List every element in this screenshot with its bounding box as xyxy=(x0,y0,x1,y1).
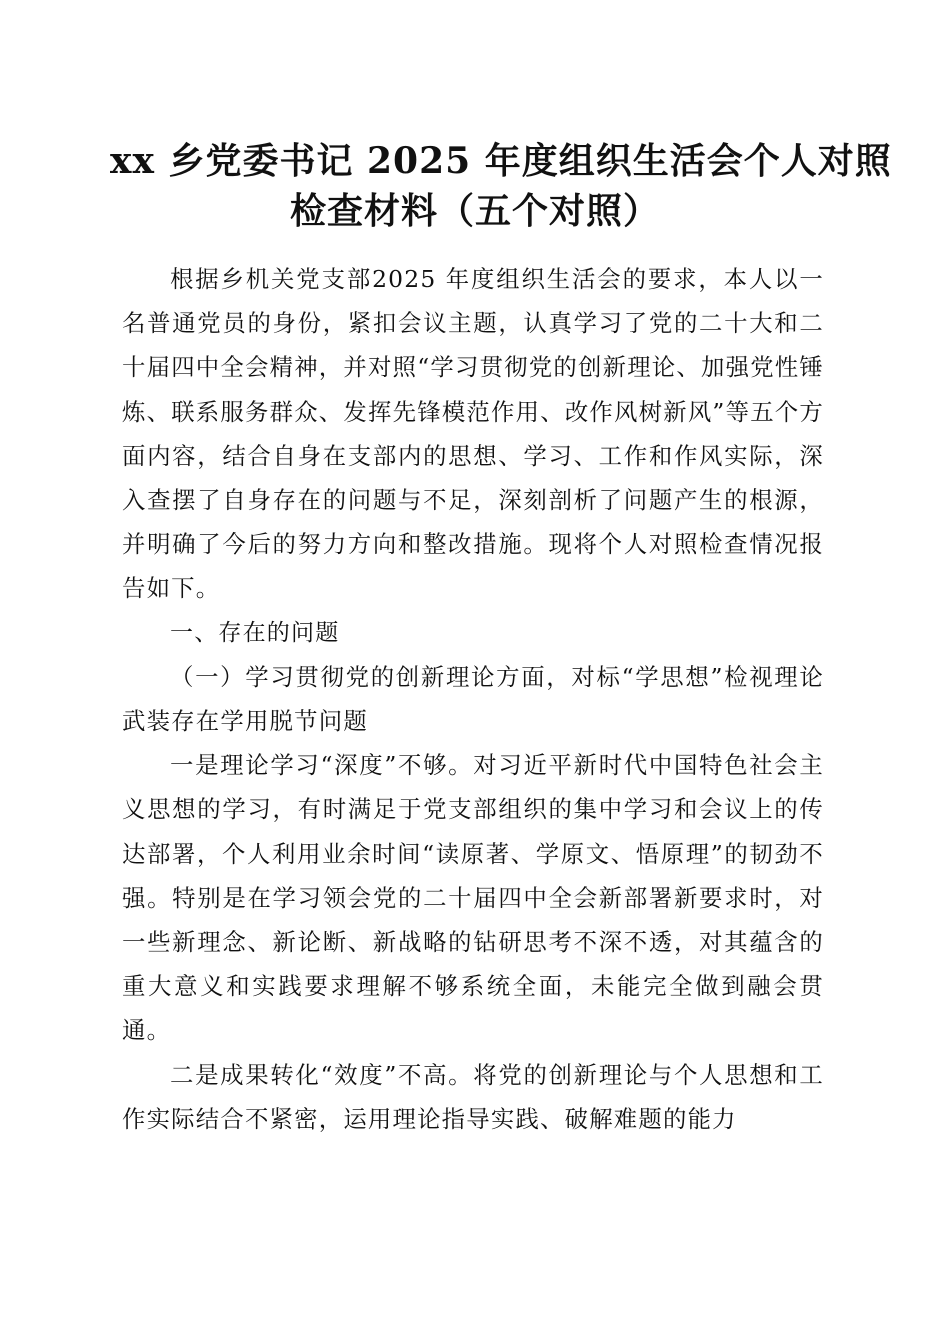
document-title xyxy=(110,136,892,236)
subsection-heading-theory: （一）学习贯彻党的创新理论方面，对标“学思想”检视理论武装存在学用脱节问题 xyxy=(122,662,824,736)
point-paragraph-1: 一是理论学习“深度”不够。对习近平新时代中国特色社会主义思想的学习，有时满足于党支部组织的集中学习和会议上的传达部署，个人利用业余时间“读原著、学原文、悟原理”的韧劲不强。特别是在学习领会党的二十届四中全会新部署新要求时，对一些新理念、新论断、新战略的钻研思考不深不透，对其蕴含的重大意义和实践要求理解不够系统全面，未能完全做到融会贯通。 xyxy=(122,751,824,1045)
document-body xyxy=(122,257,824,1141)
intro-paragraph: 根据乡机关党支部2025 年度组织生活会的要求，本人以一名普通党员的身份，紧扣会议主题，认真学习了党的二十大和二十届四中全会精神，并对照“学习贯彻党的创新理论、加强党性锤炼、联系服务群众、发挥先锋模范作用、改作风树新风”等五个方面内容，结合自身在支部内的思想、学习、工作和作风实际，深入查摆了自身存在的问题与不足，深刻剖析了问题产生的根源，并明确了今后的努力方向和整改措施。现将个人对照检查情况报告如下。 xyxy=(122,265,824,603)
section-heading-problems: 一、存在的问题 xyxy=(170,619,340,646)
title-line-1: xx 乡党委书记 2025 年度组织生活会个人对照 xyxy=(110,140,892,182)
point-paragraph-2: 二是成果转化“效度”不高。将党的创新理论与个人思想和工作实际结合不紧密，运用理论指导实践、破解难题的能力 xyxy=(122,1060,824,1133)
title-line-2: 检查材料（五个对照） xyxy=(289,190,660,232)
